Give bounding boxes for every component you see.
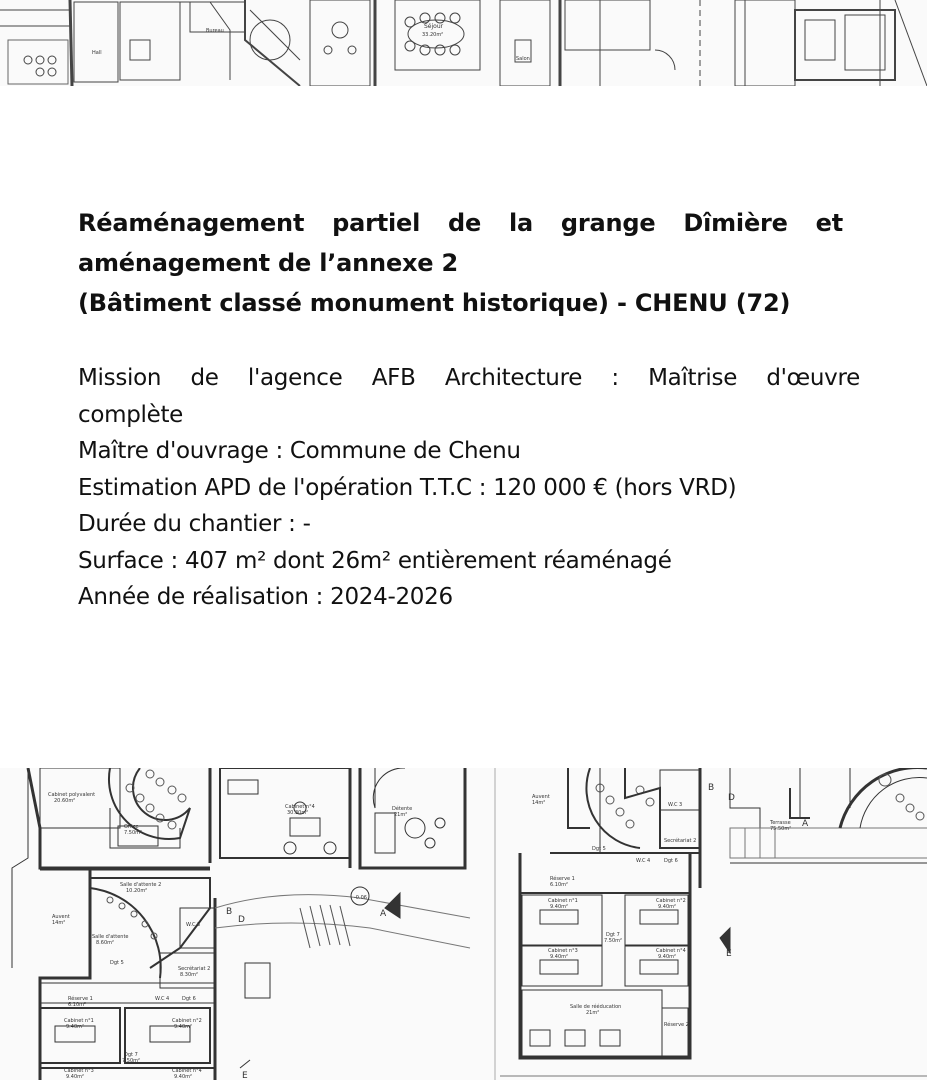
label-right-cabinet1-area: 9.40m² <box>550 904 569 910</box>
label-right-auvent-area: 14m² <box>532 800 546 806</box>
label-right-cabinet4-area: 9.40m² <box>658 954 677 960</box>
label-salle-attente2-area: 10.20m² <box>126 888 148 894</box>
label-right-cabinet3: Cabinet n°3 <box>548 948 578 954</box>
project-title-line1: Réaménagement partiel de la grange Dîmière et <box>78 209 843 237</box>
label-dgt6: Dgt 6 <box>182 996 196 1002</box>
mission-line2: complète <box>78 401 184 428</box>
label-right-section-b: B <box>708 783 715 793</box>
label-cabinet3: Cabinet n°3 <box>64 1068 94 1074</box>
duration-line: Durée du chantier : - <box>78 511 311 537</box>
label-right-section-d: D <box>728 793 735 803</box>
label-cabinet4-area: 30.30m² <box>287 810 309 816</box>
label-right-dgt7-area: 7.50m² <box>604 938 623 944</box>
label-wc3: W.C 3 <box>186 922 201 928</box>
label-salle-attente: Salle d'attente <box>92 934 129 940</box>
label-dgt7: Dgt 7 <box>124 1052 138 1058</box>
surface-line: Surface : 407 m² dont 26m² entièrement réaménagé <box>78 547 672 574</box>
top-plan-label-sejour: Séjour <box>424 23 444 30</box>
owner-line: Maître d'ouvrage : Commune de Chenu <box>78 438 521 464</box>
label-cabinet-polyvalent: Cabinet polyvalent <box>48 792 96 798</box>
project-title-line3: (Bâtiment classé monument historique) - CHENU (72) <box>78 289 791 317</box>
label-cabinet2-area: 9.40m² <box>174 1024 193 1030</box>
top-floor-plan-image <box>0 0 927 86</box>
label-auvent-area: 14m² <box>52 920 66 926</box>
label-cabinet1: Cabinet n°1 <box>64 1018 94 1024</box>
label-right-dgt6: Dgt 6 <box>664 858 678 864</box>
top-plan-label-salon: Salon <box>516 56 530 62</box>
label-section-d: D <box>238 915 245 925</box>
label-right-cabinet2-area: 9.40m² <box>658 904 677 910</box>
label-right-dgt5: Dgt 5 <box>592 846 606 852</box>
label-right-reserve1: Réserve 1 <box>550 876 575 882</box>
label-office: Office <box>124 824 139 830</box>
label-cabinet-polyvalent-area: 20.60m² <box>54 798 76 804</box>
top-plan-label-hall: Hall <box>92 50 102 56</box>
top-plan-label-bureau: Bureau <box>206 28 224 34</box>
label-section-e: E <box>242 1071 248 1080</box>
label-right-cabinet4: Cabinet n°4 <box>656 948 686 954</box>
label-salle-attente2: Salle d'attente 2 <box>120 882 162 888</box>
label-reserve1: Réserve 1 <box>68 996 93 1002</box>
label-cabinet3-area: 9.40m² <box>66 1074 85 1080</box>
label-level: -0.06 <box>354 895 367 901</box>
label-secretariat2-area: 8.30m² <box>180 972 199 978</box>
year-line: Année de réalisation : 2024-2026 <box>78 584 453 610</box>
label-dgt7-area: 7.50m² <box>122 1058 141 1064</box>
label-right-reserve1-area: 6.10m² <box>550 882 569 888</box>
label-auvent: Auvent <box>52 914 70 920</box>
label-dgt5: Dgt 5 <box>110 960 124 966</box>
label-right-dgt7: Dgt 7 <box>606 932 620 938</box>
label-right-cabinet1: Cabinet n°1 <box>548 898 578 904</box>
project-title-line2: aménagement de l’annexe 2 <box>78 249 459 277</box>
label-reserve1-area: 6.10m² <box>68 1002 87 1008</box>
label-terrasse: Terrasse <box>770 820 791 826</box>
label-terrasse-area: 75.50m² <box>770 826 792 832</box>
label-right-wc4: W.C 4 <box>636 858 651 864</box>
label-reserve2: Réserve 2 <box>664 1022 689 1028</box>
top-plan-label-sejour-area: 33.20m² <box>422 32 444 38</box>
label-detente-area: 21m² <box>394 812 408 818</box>
label-right-secretariat2: Secrétariat 2 <box>664 838 697 844</box>
label-right-auvent: Auvent <box>532 794 550 800</box>
label-cabinet4b-area: 9.40m² <box>174 1074 193 1080</box>
label-cabinet4: Cabinet n°4 <box>285 804 315 810</box>
label-right-section-e: E <box>726 949 732 959</box>
label-right-section-a: A <box>802 819 809 829</box>
label-secretariat2: Secrétariat 2 <box>178 966 211 972</box>
label-right-wc3: W.C 3 <box>668 802 683 808</box>
label-cabinet2: Cabinet n°2 <box>172 1018 202 1024</box>
label-office-area: 7.50m² <box>124 830 143 836</box>
project-details <box>78 360 860 616</box>
estimate-line: Estimation APD de l'opération T.T.C : 120 000 € (hors VRD) <box>78 474 737 501</box>
label-right-cabinet2: Cabinet n°2 <box>656 898 686 904</box>
label-section-b: B <box>226 907 233 917</box>
label-salle-attente-area: 8.60m² <box>96 940 115 946</box>
project-title <box>78 203 843 323</box>
mission-line1: Mission de l'agence AFB Architecture : Maîtrise d'œuvre <box>78 365 860 391</box>
bottom-floor-plans-image <box>0 768 927 1080</box>
label-cabinet1-area: 9.40m² <box>66 1024 85 1030</box>
label-salle-reeducation: Salle de rééducation <box>570 1004 622 1010</box>
label-cabinet4b: Cabinet n°4 <box>172 1068 202 1074</box>
label-right-cabinet3-area: 9.40m² <box>550 954 569 960</box>
label-detente: Détente <box>392 806 413 812</box>
label-wc4: W.C 4 <box>155 996 170 1002</box>
label-section-a: A <box>380 909 387 919</box>
label-salle-reeducation-area: 21m² <box>586 1010 600 1016</box>
